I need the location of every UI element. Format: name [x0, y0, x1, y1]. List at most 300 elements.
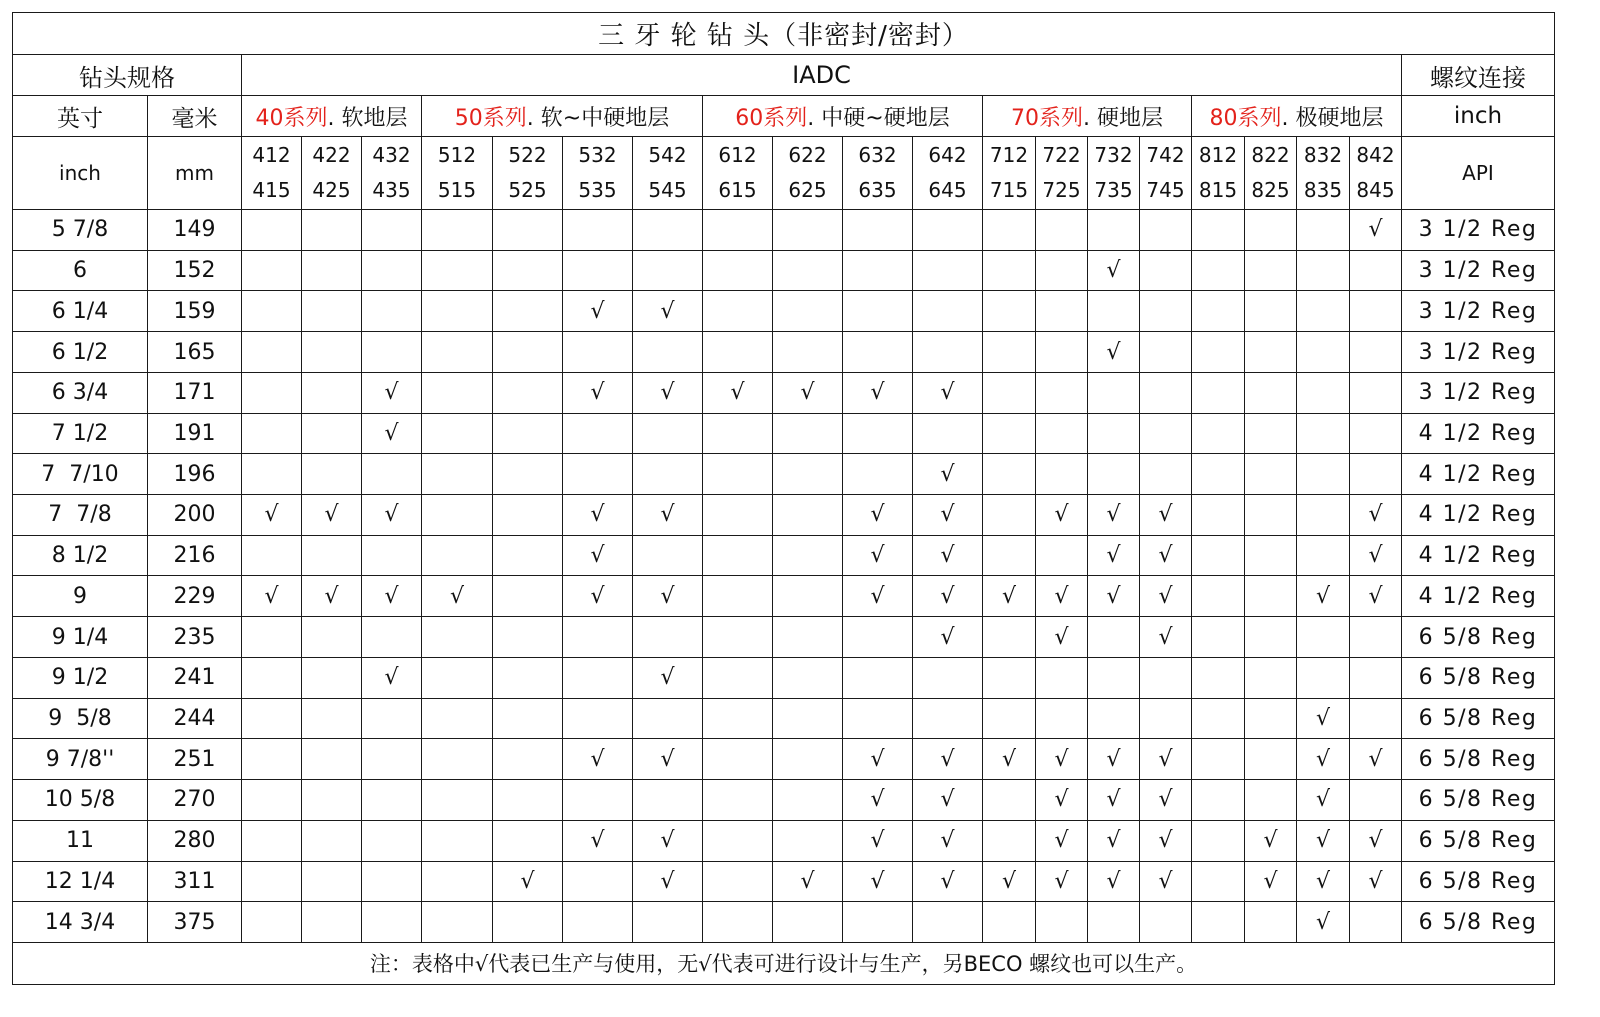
empty-cell: [362, 617, 422, 658]
empty-cell: [983, 291, 1036, 332]
empty-cell: [1297, 332, 1350, 373]
iadc-code-top: 842: [1356, 143, 1395, 167]
empty-cell: [1245, 902, 1297, 943]
empty-cell: [242, 332, 302, 373]
header-inch: inch: [13, 137, 148, 210]
empty-cell: [773, 699, 843, 740]
check-mark-cell: √: [633, 373, 703, 414]
iadc-code-bottom: 825: [1251, 178, 1290, 202]
check-mark-cell: √: [983, 739, 1036, 780]
empty-cell: [703, 210, 773, 251]
empty-cell: [422, 780, 493, 821]
empty-cell: [362, 210, 422, 251]
series-header: [983, 96, 1192, 137]
empty-cell: [1036, 414, 1088, 455]
empty-cell: [302, 821, 362, 862]
empty-cell: [422, 332, 493, 373]
empty-cell: [1036, 210, 1088, 251]
iadc-code-bottom: 535: [578, 178, 617, 202]
empty-cell: [1192, 658, 1245, 699]
check-mark-cell: √: [913, 454, 983, 495]
empty-cell: [302, 902, 362, 943]
empty-cell: [983, 780, 1036, 821]
iadc-code-top: 542: [648, 143, 687, 167]
empty-cell: [983, 902, 1036, 943]
empty-cell: [302, 414, 362, 455]
table-title: 三 牙 轮 钻 头（非密封/密封）: [13, 13, 1555, 55]
check-mark-cell: √: [1140, 495, 1192, 536]
empty-cell: [422, 414, 493, 455]
empty-cell: [242, 251, 302, 292]
empty-cell: [703, 699, 773, 740]
check-mark-cell: √: [1036, 780, 1088, 821]
empty-cell: [1297, 414, 1350, 455]
iadc-code-top: 732: [1094, 143, 1133, 167]
iadc-code-bottom: 515: [437, 178, 477, 202]
empty-cell: [493, 617, 563, 658]
empty-cell: [773, 536, 843, 577]
header-iadc: IADC: [242, 55, 1402, 96]
cell-connection: 3 1/2 Reg: [1402, 332, 1555, 373]
header-inch-cn: 英寸: [13, 96, 148, 137]
empty-cell: [1192, 739, 1245, 780]
empty-cell: [422, 291, 493, 332]
check-mark-cell: √: [1088, 862, 1140, 903]
empty-cell: [1192, 373, 1245, 414]
check-mark-cell: √: [1036, 739, 1088, 780]
empty-cell: [1140, 414, 1192, 455]
empty-cell: [242, 699, 302, 740]
empty-cell: [1036, 373, 1088, 414]
check-mark-cell: √: [1350, 821, 1402, 862]
empty-cell: [1036, 658, 1088, 699]
empty-cell: [1140, 210, 1192, 251]
series-description: . 软地层: [327, 105, 408, 131]
empty-cell: [773, 780, 843, 821]
empty-cell: [983, 210, 1036, 251]
check-mark-cell: √: [983, 862, 1036, 903]
empty-cell: [1036, 699, 1088, 740]
empty-cell: [913, 658, 983, 699]
iadc-code-top: 432: [372, 143, 411, 167]
cell-mm: 235: [148, 617, 242, 658]
cell-connection: 3 1/2 Reg: [1402, 373, 1555, 414]
empty-cell: [1245, 617, 1297, 658]
iadc-code-cell: [1350, 137, 1402, 210]
empty-cell: [493, 210, 563, 251]
empty-cell: [1245, 536, 1297, 577]
check-mark-cell: √: [843, 780, 913, 821]
empty-cell: [773, 454, 843, 495]
empty-cell: [493, 414, 563, 455]
check-mark-cell: √: [843, 536, 913, 577]
empty-cell: [703, 291, 773, 332]
check-mark-cell: √: [773, 373, 843, 414]
empty-cell: [773, 902, 843, 943]
empty-cell: [843, 454, 913, 495]
iadc-code-bottom: 635: [858, 178, 897, 202]
check-mark-cell: √: [773, 862, 843, 903]
empty-cell: [913, 414, 983, 455]
empty-cell: [1297, 251, 1350, 292]
empty-cell: [1036, 902, 1088, 943]
series-header: [703, 96, 983, 137]
check-mark-cell: √: [1140, 821, 1192, 862]
cell-inch: 12 1/4: [13, 862, 148, 903]
empty-cell: [302, 332, 362, 373]
empty-cell: [422, 739, 493, 780]
cell-mm: 229: [148, 576, 242, 617]
check-mark-cell: √: [913, 780, 983, 821]
empty-cell: [1036, 332, 1088, 373]
check-mark-cell: √: [1088, 332, 1140, 373]
empty-cell: [1350, 332, 1402, 373]
check-mark-cell: √: [1140, 617, 1192, 658]
empty-cell: [633, 454, 703, 495]
cell-mm: 251: [148, 739, 242, 780]
empty-cell: [1192, 902, 1245, 943]
empty-cell: [773, 617, 843, 658]
empty-cell: [302, 658, 362, 699]
series-code: 40系列: [255, 105, 328, 131]
empty-cell: [362, 739, 422, 780]
empty-cell: [302, 699, 362, 740]
empty-cell: [1245, 699, 1297, 740]
empty-cell: [422, 454, 493, 495]
iadc-code-top: 722: [1042, 143, 1081, 167]
empty-cell: [302, 373, 362, 414]
empty-cell: [1036, 454, 1088, 495]
empty-cell: [362, 536, 422, 577]
cell-mm: 280: [148, 821, 242, 862]
empty-cell: [633, 332, 703, 373]
empty-cell: [1192, 576, 1245, 617]
empty-cell: [1140, 902, 1192, 943]
check-mark-cell: √: [843, 821, 913, 862]
empty-cell: [983, 821, 1036, 862]
empty-cell: [422, 210, 493, 251]
empty-cell: [633, 780, 703, 821]
cell-inch: 6 3/4: [13, 373, 148, 414]
empty-cell: [1192, 251, 1245, 292]
empty-cell: [843, 617, 913, 658]
cell-connection: 6 5/8 Reg: [1402, 699, 1555, 740]
empty-cell: [703, 414, 773, 455]
empty-cell: [1140, 291, 1192, 332]
empty-cell: [1140, 373, 1192, 414]
empty-cell: [913, 291, 983, 332]
empty-cell: [1140, 454, 1192, 495]
empty-cell: [1245, 332, 1297, 373]
check-mark-cell: √: [242, 576, 302, 617]
empty-cell: [422, 495, 493, 536]
check-mark-cell: √: [633, 658, 703, 699]
check-mark-cell: √: [843, 739, 913, 780]
empty-cell: [302, 617, 362, 658]
empty-cell: [913, 332, 983, 373]
iadc-code-top: 522: [508, 143, 547, 167]
series-description: . 中硬~硬地层: [807, 105, 950, 131]
empty-cell: [773, 821, 843, 862]
empty-cell: [1245, 658, 1297, 699]
check-mark-cell: √: [633, 576, 703, 617]
empty-cell: [362, 332, 422, 373]
series-code: 70系列: [1011, 105, 1083, 131]
empty-cell: [703, 454, 773, 495]
cell-inch: 14 3/4: [13, 902, 148, 943]
empty-cell: [563, 251, 633, 292]
iadc-code-top: 812: [1198, 143, 1238, 167]
cell-inch: 6: [13, 251, 148, 292]
check-mark-cell: √: [913, 821, 983, 862]
series-code: 60系列: [735, 105, 808, 131]
iadc-code-bottom: 735: [1094, 178, 1133, 202]
cell-connection: 6 5/8 Reg: [1402, 780, 1555, 821]
empty-cell: [1350, 291, 1402, 332]
empty-cell: [242, 739, 302, 780]
cell-connection: 6 5/8 Reg: [1402, 902, 1555, 943]
iadc-code-top: 742: [1146, 143, 1185, 167]
iadc-code-cell: [493, 137, 563, 210]
empty-cell: [302, 536, 362, 577]
check-mark-cell: √: [1297, 780, 1350, 821]
empty-cell: [422, 373, 493, 414]
empty-cell: [1192, 454, 1245, 495]
empty-cell: [242, 536, 302, 577]
check-mark-cell: √: [1140, 576, 1192, 617]
cell-inch: 5 7/8: [13, 210, 148, 251]
cell-inch: 9 1/4: [13, 617, 148, 658]
empty-cell: [1350, 617, 1402, 658]
empty-cell: [843, 291, 913, 332]
check-mark-cell: √: [843, 495, 913, 536]
check-mark-cell: √: [633, 739, 703, 780]
empty-cell: [843, 332, 913, 373]
check-mark-cell: √: [1088, 739, 1140, 780]
iadc-code-cell: [563, 137, 633, 210]
empty-cell: [493, 739, 563, 780]
empty-cell: [1192, 821, 1245, 862]
cell-connection: 3 1/2 Reg: [1402, 251, 1555, 292]
iadc-code-bottom: 625: [788, 178, 827, 202]
iadc-code-top: 422: [312, 143, 351, 167]
empty-cell: [773, 210, 843, 251]
empty-cell: [1350, 251, 1402, 292]
empty-cell: [1245, 373, 1297, 414]
check-mark-cell: √: [1350, 862, 1402, 903]
iadc-code-bottom: 415: [252, 178, 291, 202]
empty-cell: [1245, 210, 1297, 251]
empty-cell: [1088, 658, 1140, 699]
check-mark-cell: √: [1036, 821, 1088, 862]
empty-cell: [1036, 251, 1088, 292]
table-note: 注：表格中√代表已生产与使用，无√代表可进行设计与生产，另BECO 螺纹也可以生产。: [13, 943, 1555, 985]
empty-cell: [1245, 780, 1297, 821]
empty-cell: [1088, 699, 1140, 740]
series-code: 80系列: [1209, 105, 1282, 131]
iadc-code-bottom: 615: [718, 178, 757, 202]
cell-inch: 6 1/2: [13, 332, 148, 373]
empty-cell: [1350, 902, 1402, 943]
empty-cell: [493, 576, 563, 617]
iadc-code-top: 712: [989, 143, 1029, 167]
cell-mm: 216: [148, 536, 242, 577]
cell-mm: 375: [148, 902, 242, 943]
cell-mm: 270: [148, 780, 242, 821]
series-header: [422, 96, 703, 137]
check-mark-cell: √: [913, 739, 983, 780]
cell-connection: 4 1/2 Reg: [1402, 495, 1555, 536]
empty-cell: [1245, 454, 1297, 495]
empty-cell: [1297, 617, 1350, 658]
iadc-code-cell: [773, 137, 843, 210]
check-mark-cell: √: [1350, 210, 1402, 251]
empty-cell: [302, 780, 362, 821]
empty-cell: [983, 658, 1036, 699]
empty-cell: [493, 373, 563, 414]
empty-cell: [1140, 699, 1192, 740]
check-mark-cell: √: [1297, 739, 1350, 780]
empty-cell: [302, 251, 362, 292]
empty-cell: [983, 454, 1036, 495]
empty-cell: [493, 780, 563, 821]
iadc-code-bottom: 645: [928, 178, 967, 202]
iadc-code-cell: [1192, 137, 1245, 210]
cell-inch: 11: [13, 821, 148, 862]
empty-cell: [302, 862, 362, 903]
check-mark-cell: √: [913, 576, 983, 617]
series-header: [242, 96, 422, 137]
empty-cell: [913, 210, 983, 251]
empty-cell: [493, 454, 563, 495]
check-mark-cell: √: [633, 862, 703, 903]
empty-cell: [983, 699, 1036, 740]
empty-cell: [1297, 536, 1350, 577]
empty-cell: [563, 210, 633, 251]
empty-cell: [1192, 210, 1245, 251]
empty-cell: [1192, 291, 1245, 332]
empty-cell: [703, 536, 773, 577]
iadc-code-top: 412: [252, 143, 291, 167]
iadc-code-bottom: 435: [372, 178, 411, 202]
header-mm: mm: [148, 137, 242, 210]
check-mark-cell: √: [563, 373, 633, 414]
empty-cell: [983, 373, 1036, 414]
check-mark-cell: √: [1140, 780, 1192, 821]
empty-cell: [242, 210, 302, 251]
check-mark-cell: √: [1297, 699, 1350, 740]
iadc-code-cell: [913, 137, 983, 210]
cell-mm: 311: [148, 862, 242, 903]
iadc-code-bottom: 725: [1042, 178, 1081, 202]
cell-inch: 9 1/2: [13, 658, 148, 699]
empty-cell: [633, 251, 703, 292]
iadc-code-bottom: 815: [1198, 178, 1238, 202]
check-mark-cell: √: [703, 373, 773, 414]
check-mark-cell: √: [1088, 780, 1140, 821]
check-mark-cell: √: [563, 739, 633, 780]
check-mark-cell: √: [1297, 821, 1350, 862]
empty-cell: [1088, 454, 1140, 495]
check-mark-cell: √: [362, 373, 422, 414]
iadc-code-cell: [1088, 137, 1140, 210]
empty-cell: [1088, 291, 1140, 332]
iadc-code-bottom: 745: [1146, 178, 1185, 202]
cell-connection: 3 1/2 Reg: [1402, 291, 1555, 332]
check-mark-cell: √: [1297, 862, 1350, 903]
empty-cell: [703, 862, 773, 903]
check-mark-cell: √: [1350, 576, 1402, 617]
empty-cell: [1297, 454, 1350, 495]
empty-cell: [302, 210, 362, 251]
iadc-code-top: 532: [578, 143, 617, 167]
cell-inch: 6 1/4: [13, 291, 148, 332]
check-mark-cell: √: [563, 291, 633, 332]
empty-cell: [913, 251, 983, 292]
check-mark-cell: √: [563, 821, 633, 862]
check-mark-cell: √: [1245, 821, 1297, 862]
empty-cell: [563, 862, 633, 903]
empty-cell: [1088, 210, 1140, 251]
check-mark-cell: √: [362, 576, 422, 617]
empty-cell: [1297, 373, 1350, 414]
iadc-code-bottom: 835: [1303, 178, 1343, 202]
check-mark-cell: √: [362, 495, 422, 536]
cell-inch: 7 1/2: [13, 414, 148, 455]
empty-cell: [1245, 291, 1297, 332]
cell-mm: 152: [148, 251, 242, 292]
check-mark-cell: √: [843, 862, 913, 903]
empty-cell: [1088, 414, 1140, 455]
iadc-code-cell: [703, 137, 773, 210]
check-mark-cell: √: [913, 536, 983, 577]
empty-cell: [983, 332, 1036, 373]
series-description: . 极硬地层: [1281, 105, 1384, 131]
empty-cell: [1245, 739, 1297, 780]
empty-cell: [773, 332, 843, 373]
check-mark-cell: √: [633, 291, 703, 332]
empty-cell: [1245, 251, 1297, 292]
check-mark-cell: √: [913, 495, 983, 536]
check-mark-cell: √: [493, 862, 563, 903]
iadc-code-cell: [242, 137, 302, 210]
check-mark-cell: √: [1350, 536, 1402, 577]
empty-cell: [1350, 658, 1402, 699]
empty-cell: [1192, 699, 1245, 740]
empty-cell: [1350, 454, 1402, 495]
empty-cell: [242, 617, 302, 658]
iadc-code-cell: [302, 137, 362, 210]
empty-cell: [1350, 373, 1402, 414]
empty-cell: [1192, 536, 1245, 577]
cell-mm: 244: [148, 699, 242, 740]
iadc-code-cell: [843, 137, 913, 210]
iadc-code-cell: [422, 137, 493, 210]
empty-cell: [493, 821, 563, 862]
empty-cell: [843, 414, 913, 455]
check-mark-cell: √: [1088, 821, 1140, 862]
iadc-code-cell: [1245, 137, 1297, 210]
empty-cell: [1140, 658, 1192, 699]
empty-cell: [422, 902, 493, 943]
iadc-code-cell: [1297, 137, 1350, 210]
empty-cell: [493, 699, 563, 740]
empty-cell: [633, 699, 703, 740]
empty-cell: [242, 291, 302, 332]
iadc-code-cell: [362, 137, 422, 210]
check-mark-cell: √: [1036, 862, 1088, 903]
empty-cell: [362, 902, 422, 943]
